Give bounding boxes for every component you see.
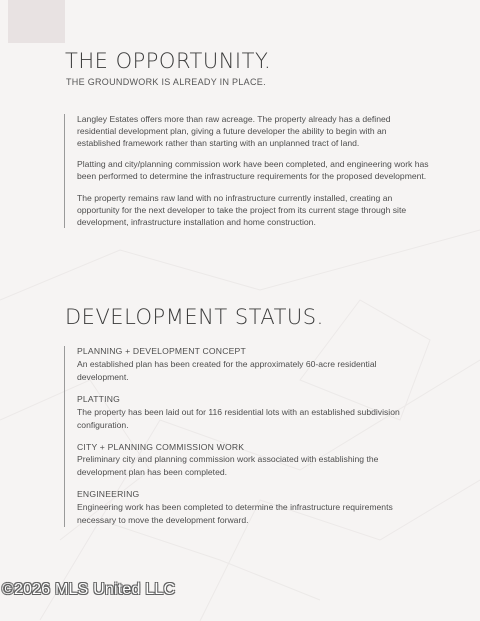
opportunity-heading: THE OPPORTUNITY.: [65, 49, 272, 73]
development-status-heading: DEVELOPMENT STATUS.: [65, 305, 324, 329]
status-item-description: The property has been laid out for 116 residential lots with an established subdivision configuration.: [77, 406, 400, 430]
copyright-watermark: ©2026 MLS United LLC: [2, 581, 176, 598]
status-item-title: PLATTING: [77, 393, 120, 404]
opportunity-text-panel: [64, 114, 429, 228]
status-item-city-planning: [77, 442, 429, 480]
status-item-title: ENGINEERING: [77, 489, 140, 500]
status-item-description: Engineering work has been completed to determine the infrastructure requirements necessary to move the development forward.: [77, 502, 393, 526]
status-item-title: CITY + PLANNING COMMISSION WORK: [77, 441, 245, 452]
opportunity-subheading: THE GROUNDWORK IS ALREADY IN PLACE.: [66, 77, 266, 87]
opportunity-paragraph: Langley Estates offers more than raw acreage. The property already has a defined residential development plan, giving a future developer the ability to begin with an established framework rather than starting with an unplanned tract of land.: [77, 114, 391, 148]
status-item-engineering: [77, 489, 429, 527]
opportunity-paragraph: Platting and city/planning commission work have been completed, and engineering work has been performed to determine the infrastructure requirements for the proposed development.: [77, 159, 429, 182]
status-item-title: PLANNING + DEVELOPMENT CONCEPT: [77, 346, 246, 356]
status-item-description: An established plan has been created for the approximately 60-acre residential development.: [77, 358, 377, 382]
status-item-planning: [77, 346, 429, 384]
status-item-description: Preliminary city and planning commission work associated with establishing the development plan has been completed.: [77, 454, 379, 478]
development-status-panel: [64, 346, 429, 527]
opportunity-paragraph: The property remains raw land with no infrastructure currently installed, creating an opportunity for the next developer to take the project from its current stage through site development, infrastructure installation and home construction.: [77, 192, 407, 227]
status-item-platting: [77, 394, 429, 432]
